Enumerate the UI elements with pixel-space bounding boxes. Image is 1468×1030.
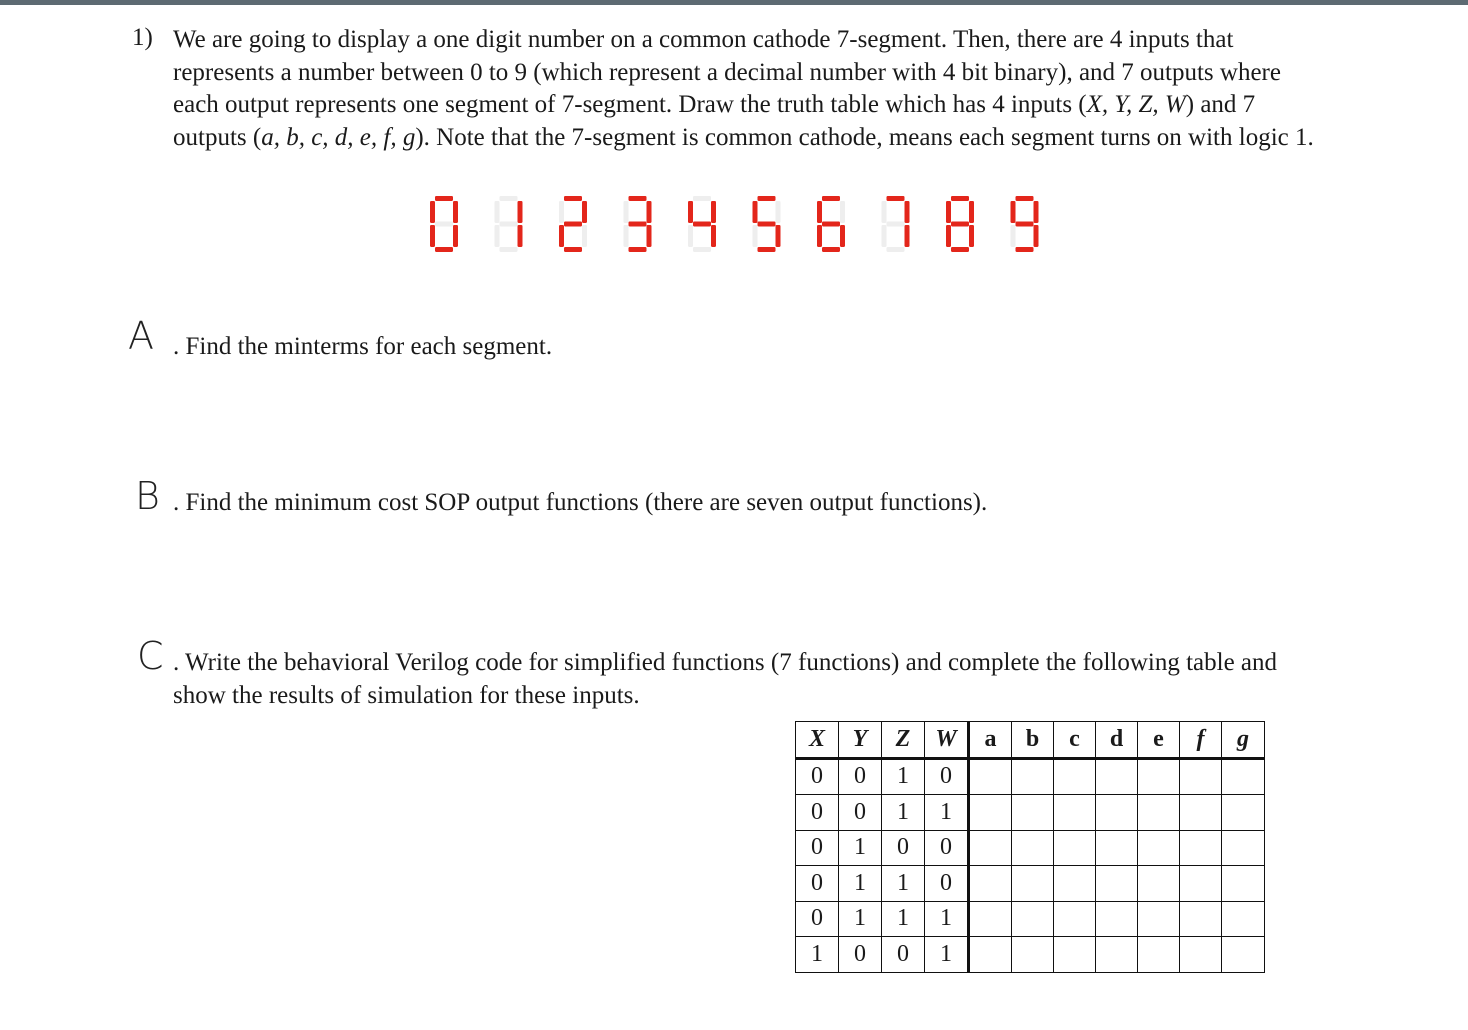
cell-w: 1 — [925, 937, 969, 973]
segment-b — [582, 201, 587, 223]
segment-a — [758, 196, 776, 201]
segment-e — [495, 225, 500, 247]
cell-y: 0 — [839, 795, 882, 831]
segment-g — [822, 222, 840, 227]
digit-2 — [559, 196, 587, 252]
cell-d[interactable] — [1096, 795, 1138, 831]
cell-y: 1 — [839, 866, 882, 902]
segment-e — [430, 225, 435, 247]
segment-d — [951, 247, 969, 252]
segment-e — [817, 225, 822, 247]
segment-b — [711, 201, 716, 223]
segment-g — [693, 222, 711, 227]
part-a-text: . Find the minterms for each segment. — [173, 333, 553, 360]
cell-y: 0 — [839, 758, 882, 795]
cell-w: 1 — [925, 795, 969, 831]
segment-c — [647, 225, 652, 247]
cell-z: 1 — [882, 901, 925, 937]
cell-f[interactable] — [1180, 937, 1222, 973]
header-x: X — [796, 722, 839, 759]
segment-c — [776, 225, 781, 247]
segment-e — [1011, 225, 1016, 247]
segment-c — [582, 225, 587, 247]
part-b-text: . Find the minimum cost SOP output functions (there are seven output functions). — [173, 489, 988, 516]
segment-a — [629, 196, 647, 201]
cell-z: 1 — [882, 758, 925, 795]
cell-g[interactable] — [1222, 937, 1265, 973]
cell-e[interactable] — [1138, 937, 1180, 973]
cell-d[interactable] — [1096, 901, 1138, 937]
digit-8 — [946, 196, 974, 252]
segment-b — [905, 201, 910, 223]
question-line-1: We are going to display a one digit number on a common cathode 7-segment. Then, there are 4 inputs that — [173, 26, 1234, 53]
part-c-text-1: . Write the behavioral Verilog code for simplified functions (7 functions) and complete the following table and — [173, 649, 1278, 676]
cell-b[interactable] — [1012, 866, 1054, 902]
segment-e — [688, 225, 693, 247]
cell-x: 1 — [796, 937, 839, 973]
cell-x: 0 — [796, 795, 839, 831]
digit-7 — [882, 196, 910, 252]
header-z: Z — [882, 722, 925, 759]
header-b: b — [1012, 722, 1054, 759]
segment-f — [817, 201, 822, 223]
cell-z: 1 — [882, 795, 925, 831]
cell-d[interactable] — [1096, 758, 1138, 795]
input-variables: X, Y, Z, W — [1086, 91, 1186, 118]
segment-c — [905, 225, 910, 247]
cell-g[interactable] — [1222, 866, 1265, 902]
segment-b — [840, 201, 845, 223]
segment-f — [624, 201, 629, 223]
cell-w: 0 — [925, 866, 969, 902]
segment-f — [559, 201, 564, 223]
cell-w: 0 — [925, 758, 969, 795]
cell-e[interactable] — [1138, 795, 1180, 831]
cell-d[interactable] — [1096, 937, 1138, 973]
segment-b — [453, 201, 458, 223]
cell-b[interactable] — [1012, 795, 1054, 831]
cell-g[interactable] — [1222, 901, 1265, 937]
cell-g[interactable] — [1222, 830, 1265, 866]
cell-c[interactable] — [1054, 830, 1096, 866]
table-row — [796, 758, 1265, 795]
segment-a — [435, 196, 453, 201]
cell-a[interactable] — [969, 937, 1012, 973]
cell-a[interactable] — [969, 758, 1012, 795]
segment-b — [518, 201, 523, 223]
cell-f[interactable] — [1180, 901, 1222, 937]
cell-f[interactable] — [1180, 758, 1222, 795]
segment-f — [946, 201, 951, 223]
question-line-4b: ). Note that the 7-segment is common cathode, means each segment turns on with logic 1. — [415, 123, 1314, 151]
header-d: d — [1096, 722, 1138, 759]
segment-g — [435, 222, 453, 227]
segment-f — [430, 201, 435, 223]
header-f: f — [1180, 722, 1222, 759]
segment-c — [969, 225, 974, 247]
output-variables: a, b, c, d, e, f, g — [261, 123, 416, 151]
segment-d — [629, 247, 647, 252]
cell-b[interactable] — [1012, 830, 1054, 866]
segment-g — [758, 222, 776, 227]
cell-g[interactable] — [1222, 758, 1265, 795]
cell-a[interactable] — [969, 830, 1012, 866]
segment-d — [564, 247, 582, 252]
segment-f — [495, 201, 500, 223]
segment-a — [951, 196, 969, 201]
cell-g[interactable] — [1222, 795, 1265, 831]
segment-e — [753, 225, 758, 247]
segment-c — [711, 225, 716, 247]
segment-b — [776, 201, 781, 223]
segment-d — [693, 247, 711, 252]
cell-c[interactable] — [1054, 758, 1096, 795]
table-row — [796, 866, 1265, 902]
cell-e[interactable] — [1138, 830, 1180, 866]
segment-a — [500, 196, 518, 201]
part-a-letter: A — [128, 314, 154, 358]
segment-d — [887, 247, 905, 252]
header-a: a — [969, 722, 1012, 759]
digit-1 — [495, 196, 523, 252]
cell-c[interactable] — [1054, 901, 1096, 937]
cell-a[interactable] — [969, 901, 1012, 937]
digit-5 — [753, 196, 781, 252]
cell-b[interactable] — [1012, 937, 1054, 973]
table-header-row — [796, 722, 1265, 759]
header-g: g — [1222, 722, 1265, 759]
question-number: 1) — [132, 24, 153, 51]
cell-f[interactable] — [1180, 830, 1222, 866]
segment-e — [624, 225, 629, 247]
cell-a[interactable] — [969, 795, 1012, 831]
segment-b — [647, 201, 652, 223]
cell-x: 0 — [796, 901, 839, 937]
truth-table — [795, 721, 1265, 973]
part-b-letter: B — [135, 474, 160, 518]
segment-g — [500, 222, 518, 227]
header-c: c — [1054, 722, 1096, 759]
segment-c — [453, 225, 458, 247]
header-y: Y — [839, 722, 882, 759]
question-line-3b: ) and 7 — [1185, 91, 1256, 118]
segment-g — [1016, 222, 1034, 227]
cell-x: 0 — [796, 866, 839, 902]
cell-d[interactable] — [1096, 830, 1138, 866]
cell-c[interactable] — [1054, 795, 1096, 831]
segment-c — [1034, 225, 1039, 247]
segment-b — [1034, 201, 1039, 223]
cell-c[interactable] — [1054, 937, 1096, 973]
digit-3 — [624, 196, 652, 252]
cell-y: 0 — [839, 937, 882, 973]
segment-d — [435, 247, 453, 252]
cell-e[interactable] — [1138, 901, 1180, 937]
segment-d — [758, 247, 776, 252]
header-e: e — [1138, 722, 1180, 759]
cell-y: 1 — [839, 830, 882, 866]
cell-c[interactable] — [1054, 866, 1096, 902]
segment-a — [887, 196, 905, 201]
cell-w: 1 — [925, 901, 969, 937]
cell-d[interactable] — [1096, 866, 1138, 902]
digit-9 — [1011, 196, 1039, 252]
segment-g — [887, 222, 905, 227]
cell-x: 0 — [796, 830, 839, 866]
segment-f — [1011, 201, 1016, 223]
header-w: W — [925, 722, 969, 759]
segment-d — [1016, 247, 1034, 252]
cell-a[interactable] — [969, 866, 1012, 902]
segment-e — [882, 225, 887, 247]
question-line-4a: outputs ( — [173, 123, 262, 151]
digit-4 — [688, 196, 716, 252]
segment-g — [951, 222, 969, 227]
table-row — [796, 795, 1265, 831]
cell-b[interactable] — [1012, 901, 1054, 937]
segment-c — [518, 225, 523, 247]
segment-c — [840, 225, 845, 247]
table-row — [796, 937, 1265, 973]
segment-a — [693, 196, 711, 201]
table-row — [796, 830, 1265, 866]
segment-d — [500, 247, 518, 252]
segment-a — [564, 196, 582, 201]
cell-e[interactable] — [1138, 866, 1180, 902]
segment-f — [753, 201, 758, 223]
part-c-text-2: show the results of simulation for these inputs. — [173, 682, 640, 709]
table-row — [796, 901, 1265, 937]
seven-segment-digits — [0, 0, 1468, 300]
question-line-2: represents a number between 0 to 9 (which represent a decimal number with 4 bit binary), and 7 outputs where — [173, 58, 1281, 86]
digit-6 — [817, 196, 845, 252]
segment-a — [1016, 196, 1034, 201]
segment-a — [822, 196, 840, 201]
digit-0 — [430, 196, 458, 252]
cell-x: 0 — [796, 758, 839, 795]
cell-f[interactable] — [1180, 866, 1222, 902]
cell-w: 0 — [925, 830, 969, 866]
segment-f — [882, 201, 887, 223]
segment-e — [946, 225, 951, 247]
segment-d — [822, 247, 840, 252]
segment-g — [564, 222, 582, 227]
segment-e — [559, 225, 564, 247]
cell-y: 1 — [839, 901, 882, 937]
cell-e[interactable] — [1138, 758, 1180, 795]
cell-z: 0 — [882, 937, 925, 973]
question-line-3a: each output represents one segment of 7-segment. Draw the truth table which has 4 inputs ( — [173, 91, 1087, 118]
cell-z: 1 — [882, 866, 925, 902]
segment-f — [688, 201, 693, 223]
cell-f[interactable] — [1180, 795, 1222, 831]
segment-g — [629, 222, 647, 227]
segment-b — [969, 201, 974, 223]
cell-z: 0 — [882, 830, 925, 866]
cell-b[interactable] — [1012, 758, 1054, 795]
part-c-letter: C — [137, 634, 164, 678]
